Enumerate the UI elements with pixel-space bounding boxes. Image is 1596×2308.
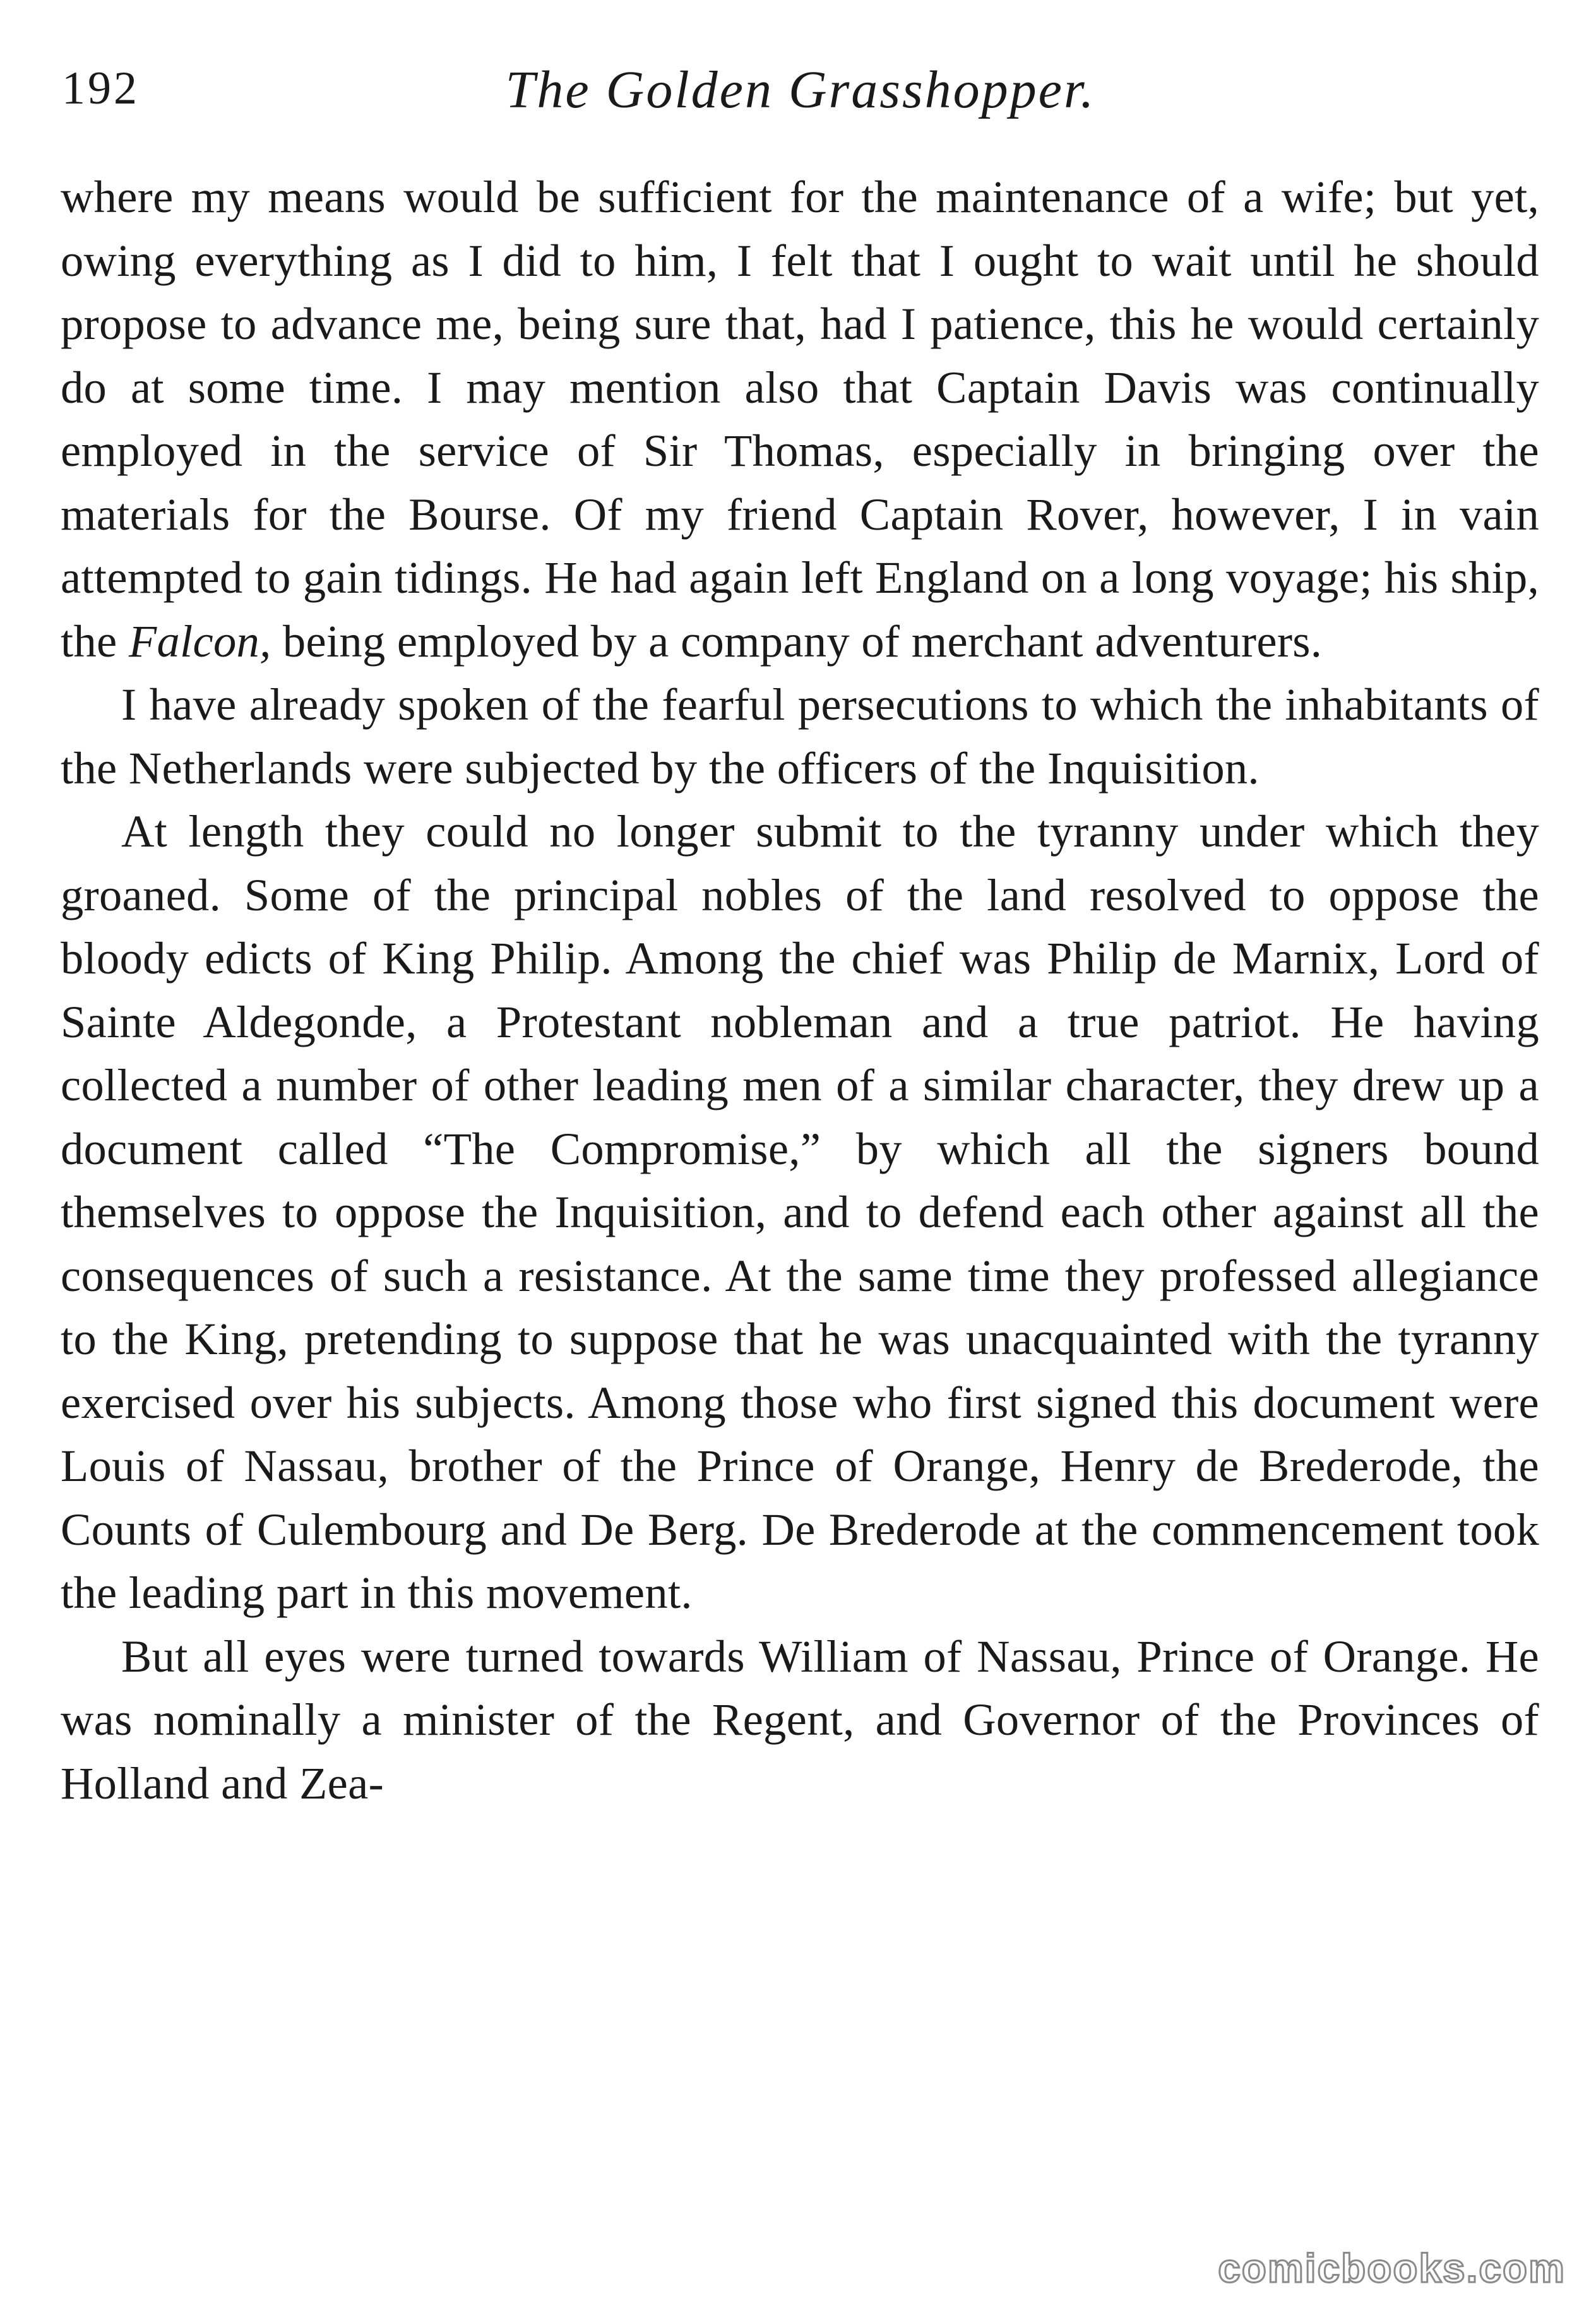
paragraph-text: being employed by a company of merchant adventurers. bbox=[271, 615, 1323, 667]
paragraph-text: where my means would be sufficient for the maintenance of a wife; but yet, owing everything as I did to him, I felt that I ought to wait until he should propose to advance me, being sure that, had I patience, this he would certainly do at some time. I may mention also that Captain Davis was continually employed in the service of Sir Thomas, especially in bringing over the materials for the Bourse. Of my friend Captain Rover, however, I in vain attempted to gain tidings. He had again left England on a long voyage; his ship, the bbox=[61, 171, 1539, 667]
running-title: The Golden Grasshopper. bbox=[505, 61, 1096, 119]
ship-name-italic: Falcon, bbox=[128, 615, 271, 667]
body-text bbox=[61, 165, 1539, 1815]
watermark-logo: comicbooks.com bbox=[1218, 2246, 1566, 2291]
paragraph: At length they could no longer submit to the tyranny under which they groaned. Some of the principal nobles of the land resolved to oppose the bloody edicts of King Philip. Among the chief was Philip de Marnix, Lord of Sainte Aldegonde, a Protestant nobleman and a true patriot. He having collected a number of other leading men of a similar character, they drew up a document called “The Compromise,” by which all the signers bound themselves to oppose the Inquisition, and to defend each other against all the consequences of such a resistance. At the same time they professed allegiance to the King, pretending to suppose that he was unacquainted with the tyranny exercised over his subjects. Among those who first signed this document were Louis of Nassau, brother of the Prince of Orange, Henry de Brederode, the Counts of Culembourg and De Berg. De Brederode at the commencement took the leading part in this movement. bbox=[61, 806, 1539, 1618]
paragraph: I have already spoken of the fearful persecutions to which the inhabitants of the Netherlands were subjected by the officers of the Inquisition. bbox=[61, 679, 1539, 794]
paragraph-continuation bbox=[61, 165, 1539, 673]
paragraph: But all eyes were turned towards William of Nassau, Prince of Orange. He was nominally a minister of the Regent, and Governor of the Provinces of Holland and Zea- bbox=[61, 1630, 1539, 1809]
page-header bbox=[62, 56, 1539, 131]
page-number: 192 bbox=[62, 62, 140, 114]
